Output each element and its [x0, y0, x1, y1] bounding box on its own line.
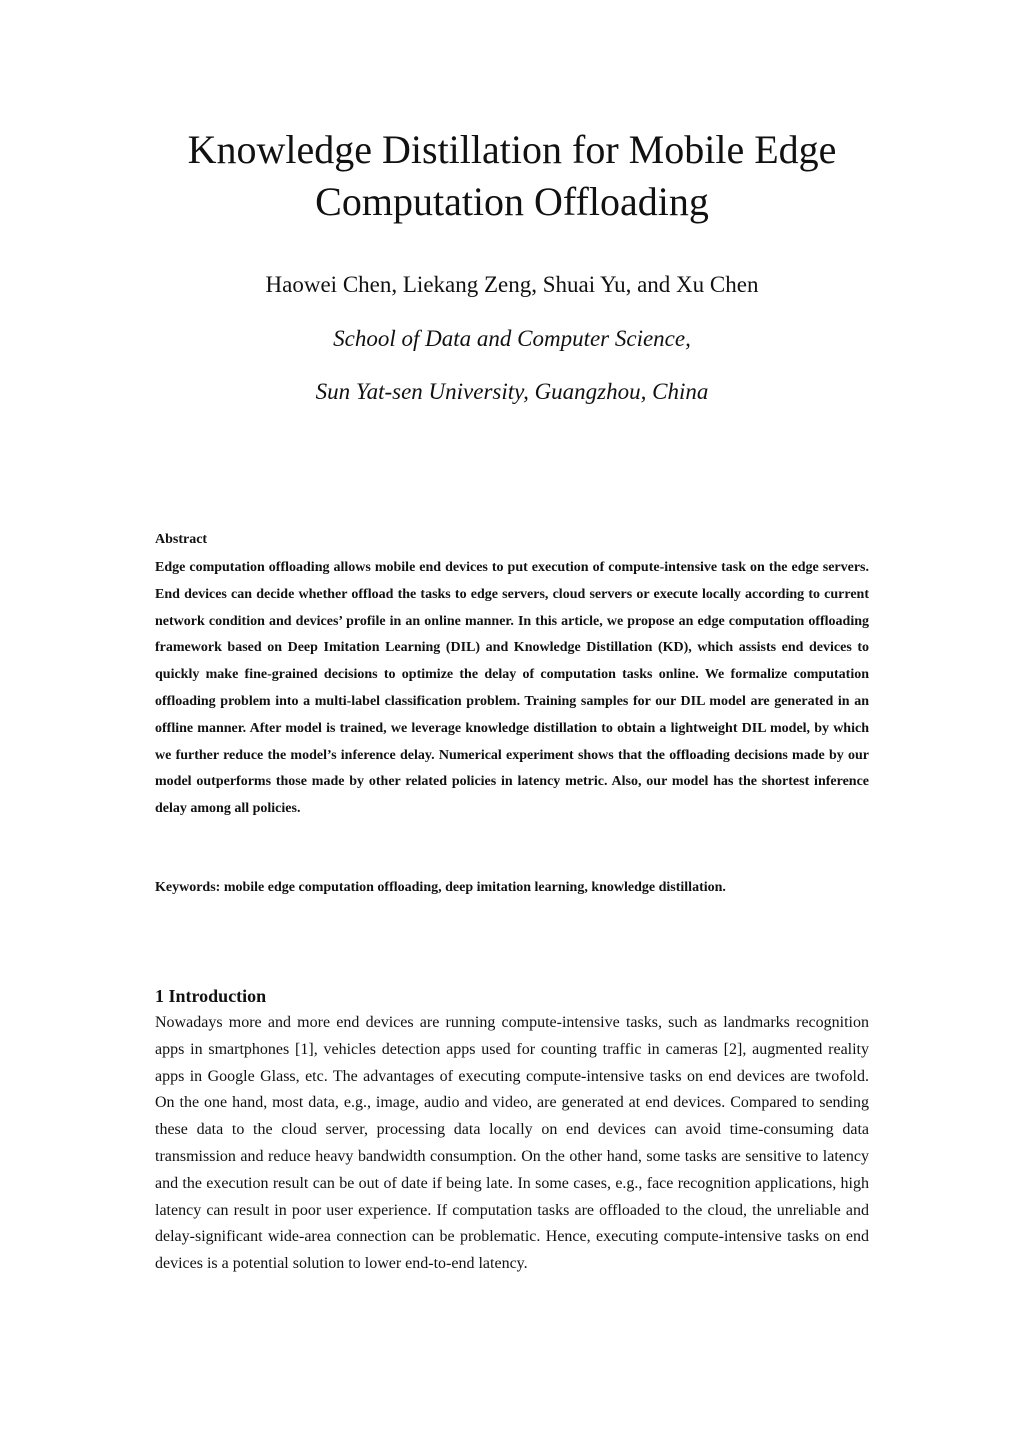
paper-title-line-1: Knowledge Distillation for Mobile Edge [187, 127, 837, 172]
introduction-body: Nowadays more and more end devices are running compute-intensive tasks, such as landmarks recognition apps in smartphones [1], vehicles detection apps used for counting traffic in cameras [2], augmented reality apps in Google Glass, etc. The advantages of executing compute-intensive tasks on end devices are twofold. On the one hand, most data, e.g., image, audio and video, are generated at end devices. Compared to sending these data to the cloud server, processing data locally on end devices can avoid time-consuming data transmission and reduce heavy bandwidth consumption. On the other hand, some tasks are sensitive to latency and the execution result can be out of date if being late. In some cases, e.g., face recognition applications, high latency can result in poor user experience. If computation tasks are offloaded to the cloud, the unreliable and delay-significant wide-area connection can be problematic. Hence, executing compute-intensive tasks on end devices is a potential solution to lower end-to-end latency. [155, 1014, 869, 1273]
paper-title-line-2: Computation Offloading [315, 179, 709, 224]
affiliation-line-1: School of Data and Computer Science, [333, 326, 691, 351]
affiliation-line-2: Sun Yat-sen University, Guangzhou, China [315, 379, 709, 404]
abstract-body: Edge computation offloading allows mobile end devices to put execution of compute-intensive task on the edge servers. End devices can decide whether offload the tasks to edge servers, cloud servers or execute locally according to current network condition and devices’ profile in an online manner. In this article, we propose an edge computation offloading framework based on Deep Imitation Learning (DIL) and Knowledge Distillation (KD), which assists end devices to quickly make fine-grained decisions to optimize the delay of computation tasks online. We formalize computation offloading problem into a multi-label classification problem. Training samples for our DIL model are generated in an offline manner. After model is trained, we leverage knowledge distillation to obtain a lightweight DIL model, by which we further reduce the model’s inference delay. Numerical experiment shows that the offloading decisions made by our model outperforms those made by other related policies in latency metric. Also, our model has the shortest inference delay among all policies. [155, 560, 869, 817]
section-heading-introduction: 1 Introduction [155, 986, 267, 1006]
paper-title [100, 124, 924, 228]
abstract-heading: Abstract [155, 532, 208, 547]
keywords: Keywords: mobile edge computation offloading, deep imitation learning, knowledge distillation. [155, 880, 726, 895]
author-list: Haowei Chen, Liekang Zeng, Shuai Yu, and Xu Chen [265, 272, 759, 297]
